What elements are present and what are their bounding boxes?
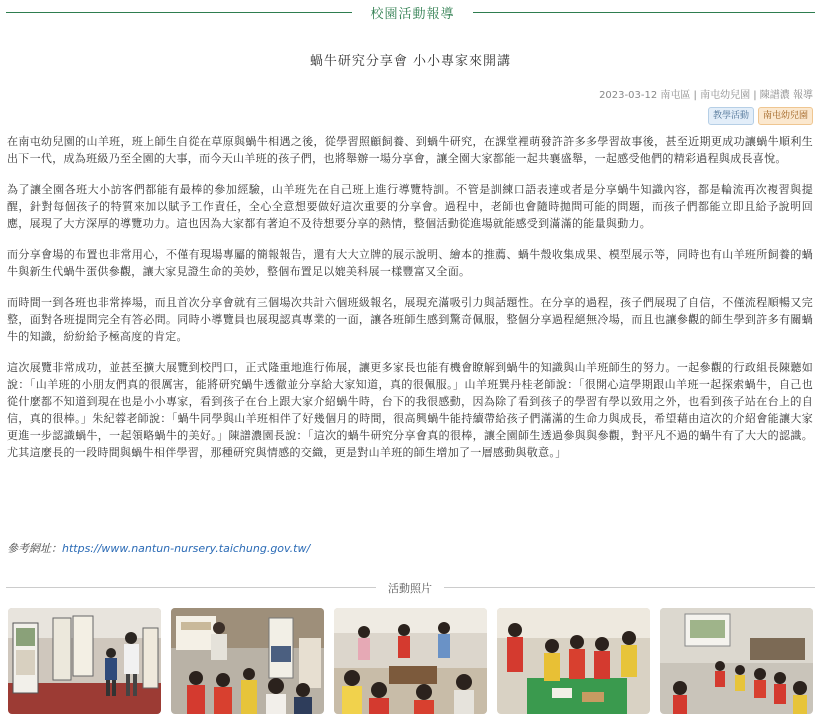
photo-thumbnail-3[interactable] [334,608,487,714]
photo-image [497,608,650,714]
divider-right [473,12,815,13]
photo-gallery [8,608,814,714]
photo-image [660,608,813,714]
tag-list [708,107,813,125]
photo-image [8,608,161,714]
paragraph: 在南屯幼兒園的山羊班，班上師生自從在草原與蝸牛相遇之後，從學習照顧飼養、到蝸牛研究，在課堂裡萌發許許多多學習故事後，甚至近期更成功讓蝸牛順利生出下一代，成為班級乃至全園的大事，而今天山羊班的孩子們，也將舉辦一場分享會，讓全園大家都能一起共襄盛舉，一起感受他們的精彩過程與成長喜悅。 [7,135,813,165]
paragraph: 而分享會場的布置也非常用心，不僅有現場專屬的簡報報告，還有大大立牌的展示說明、繪本的推薦、蝸牛殼收集成果、模型展示等，同時也有山羊班所飼養的蝸牛與新生代蝸牛蛋供參觀，讓大家見證生命的美妙，整個布置足以媲美科展一樣豐富又全面。 [7,248,813,278]
photo-thumbnail-2[interactable] [171,608,324,714]
reference [7,540,310,556]
photos-divider-left [6,587,376,588]
photo-thumbnail-4[interactable] [497,608,650,714]
article-body [7,133,813,475]
paragraph: 為了讓全園各班大小訪客們都能有最棒的參加經驗，山羊班先在自己班上進行導覽特訓。不管是訓練口語表達或者是分享蝸牛知識內容，都是輪流再次複習與提醒，針對每個孩子的特質來加以賦予工作責任，全心全意想要做好這次重要的分享會。過程中，老師也會隨時拋問可能的問題，而孩子們都能立即且給予說明回應，展現了大方深厚的導覽功力。這也因為大家都有著迫不及待想要分享的熱情，整個活動從進場就能感受到滿滿的能量與動力。 [7,183,813,230]
photos-divider-right [444,587,815,588]
photos-header [0,580,821,596]
photo-thumbnail-1[interactable] [8,608,161,714]
tag-teaching-activity[interactable]: 教學活動 [708,107,754,125]
photo-image [171,608,324,714]
article-title: 蝸牛研究分享會 小小專家來開講 [309,54,512,69]
paragraph: 這次展覽非常成功，並甚至擴大展覽到校門口，正式隆重地進行佈展，讓更多家長也能有機會瞭解到蝸牛的知識與山羊班師生的努力。一起參觀的行政組長陳聽如說：「山羊班的小朋友們真的很厲害，能將研究蝸牛透徹並分享給大家知道，真的很佩服。」山羊班巽丹桂老師說：「很開心這學期跟山羊班一起探索蝸牛，自己也從什麼都不知道到現在也是小小專家，看到孩子在台上跟大家介紹蝸牛時，台下的我很感動，因為除了看到孩子的學習有學以致用之外，也看到孩子站在台上的自信，真的很棒。」朱紀蓉老師說：「蝸牛同學與山羊班相伴了好幾個月的時間，很高興蝸牛能持續帶給孩子們滿滿的生命力與成長，希望藉由這次的介紹會能讓大家更進一步認識蝸牛，一起領略蝸牛的美好。」陳譜濃園長說：「這次的蝸牛研究分享會真的很棒，讓全園師生透過參與與參觀，對平凡不過的蝸牛有了大大的認識。尤其這麼長的一段時間與蝸牛相伴學習，那種研究與情感的交織，更是對山羊班的師生增加了一層感動與敬意。」 [7,361,813,459]
photo-thumbnail-5[interactable] [660,608,813,714]
divider-left [6,12,352,13]
photos-title: 活動照片 [388,582,432,595]
tag-kindergarten[interactable]: 南屯幼兒園 [758,107,813,125]
reference-link[interactable]: https://www.nantun-nursery.taichung.gov.tw/ [62,542,311,555]
article-meta: 2023-03-12 南屯區 | 南屯幼兒園 | 陳譜濃 報導 [599,90,813,101]
section-title: 校園活動報導 [370,7,455,22]
photo-image [334,608,487,714]
paragraph: 而時間一到各班也非常捧場，而且首次分享會就有三個場次共計六個班級報名，展現充滿吸引力與話題性。在分享的過程，孩子們展現了自信，不僅流程順暢又完整，面對各班提問完全有答必問。同時小導覽員也展現認真專業的一面，讓各班師生感到驚奇佩服，整個分享過程絕無冷場，而且也讓參觀的師生學到許多有關蝸牛的知識，紛紛給予極高度的肯定。 [7,296,813,343]
section-header [0,0,821,26]
reference-label: 參考網址： [7,542,62,555]
